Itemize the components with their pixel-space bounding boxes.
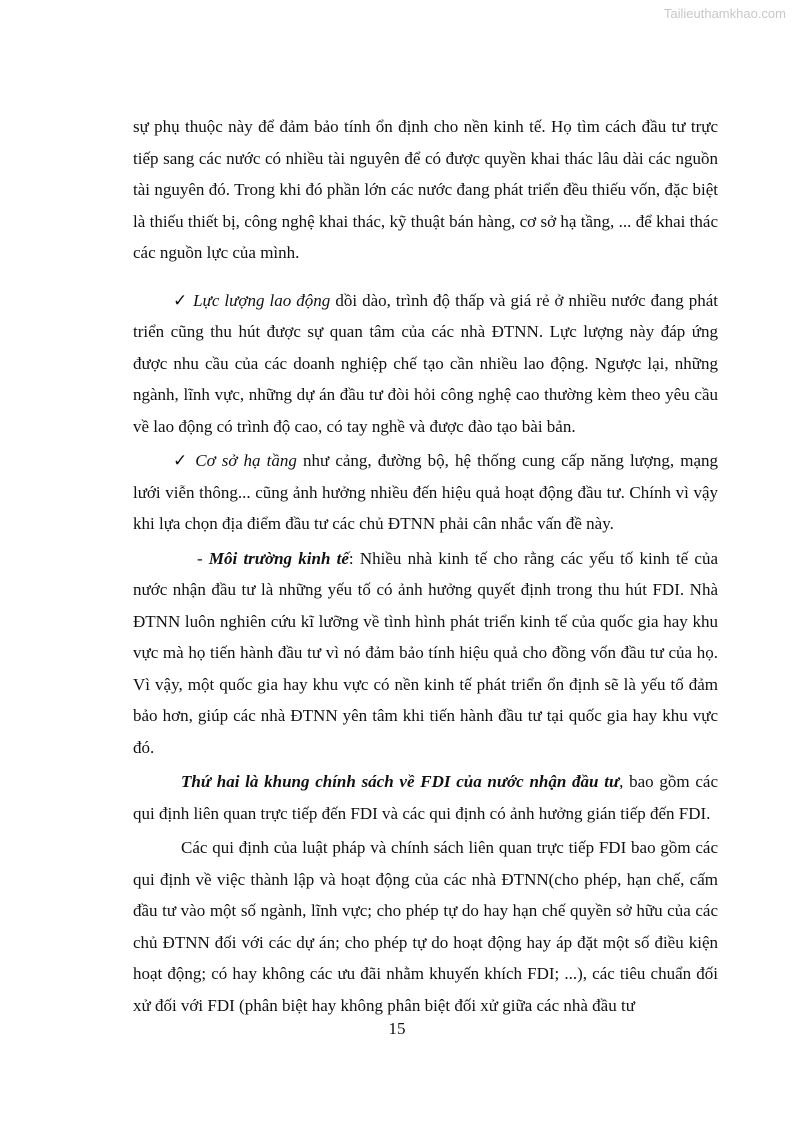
checkmark-icon: ✓ (173, 290, 189, 310)
watermark: Tailieuthamkhao.com (663, 6, 786, 21)
bullet-infrastructure (133, 445, 718, 540)
bullet-infrastructure-lead: Cơ sở hạ tầng (195, 451, 297, 470)
bullet-labor-lead: Lực lượng lao động (193, 290, 331, 310)
dash-marker: - (197, 548, 209, 568)
economic-environment-text: : Nhiều nhà kinh tế cho rằng các yếu tố kinh tế của nước nhận đầu tư là những yếu tố có ảnh hưởng quyết định trong thu hút FDI. Nhà ĐTNN luôn nghiên cứu kĩ lưỡng về tình hình phát triển kinh tế của quốc gia hay khu vực mà họ tiến hành đầu tư vì nó đảm bảo tính hiệu quả cho đồng vốn đầu tư của họ. Vì vậy, một quốc gia hay khu vực có nền kinh tế phát triển ổn định sẽ là yếu tố đảm bảo hơn, giúp các nhà ĐTNN yên tâm khi tiến hành đầu tư tại quốc gia hay khu vực đó. (133, 548, 719, 757)
document-body (133, 111, 718, 1021)
paragraph-policy-framework (133, 766, 718, 829)
bullet-labor-text: dồi dào, trình độ thấp và giá rẻ ở nhiều nước đang phát triển cũng thu hút được sự quan tâm của các nhà ĐTNN. Lực lượng này đáp ứng được nhu cầu của các doanh nghiệp chế tạo cần nhiều lao động. Ngược lại, những ngành, lĩnh vực, những dự án đầu tư đòi hỏi công nghệ cao thường kèm theo yêu cầu về lao động có trình độ cao, có tay nghề và được đào tạo bài bản. (133, 290, 719, 436)
paragraph-economic-environment (133, 543, 718, 764)
policy-framework-text: , bao gồm các qui định liên quan trực tiếp đến FDI và các qui định có ảnh hưởng gián tiếp đến FDI. (133, 772, 718, 823)
paragraph-resources: sự phụ thuộc này để đảm bảo tính ổn định cho nền kinh tế. Họ tìm cách đầu tư trực tiếp sang các nước có nhiều tài nguyên để có được quyền khai thác lâu dài các nguồn tài nguyên đó. Trong khi đó phần lớn các nước đang phát triển đều thiếu vốn, đặc biệt là thiếu thiết bị, công nghệ khai thác, kỹ thuật bán hàng, cơ sở hạ tầng, ... để khai thác các nguồn lực của mình. (133, 117, 718, 262)
checkmark-icon: ✓ (173, 451, 190, 470)
policy-framework-heading: Thứ hai là khung chính sách về FDI của nước nhận đầu tư (181, 772, 620, 791)
paragraph-regulations: Các qui định của luật pháp và chính sách liên quan trực tiếp FDI bao gồm các qui định về việc thành lập và hoạt động của các nhà ĐTNN(cho phép, hạn chế, cấm đầu tư vào một số ngành, lĩnh vực; cho phép tự do hay hạn chế quyền sở hữu của các chủ ĐTNN đối với các dự án; cho phép tự do hoạt động hay áp đặt một số điều kiện hoạt động; có hay không các ưu đãi nhằm khuyến khích FDI; ...), các tiêu chuẩn đối xử đối với FDI (phân biệt hay không phân biệt đối xử giữa các nhà đầu tư (133, 838, 718, 1015)
bullet-labor (133, 285, 718, 443)
bullet-infrastructure-text: như cảng, đường bộ, hệ thống cung cấp năng lượng, mạng lưới viễn thông... cũng ảnh hưởng nhiều đến hiệu quả hoạt động đầu tư. Chính vì vậy khi lựa chọn địa điểm đầu tư các chủ ĐTNN phải cân nhắc vấn đề này. (133, 451, 719, 533)
economic-environment-heading: Môi trường kinh tế (208, 548, 349, 568)
page-number: 15 (388, 1019, 406, 1038)
